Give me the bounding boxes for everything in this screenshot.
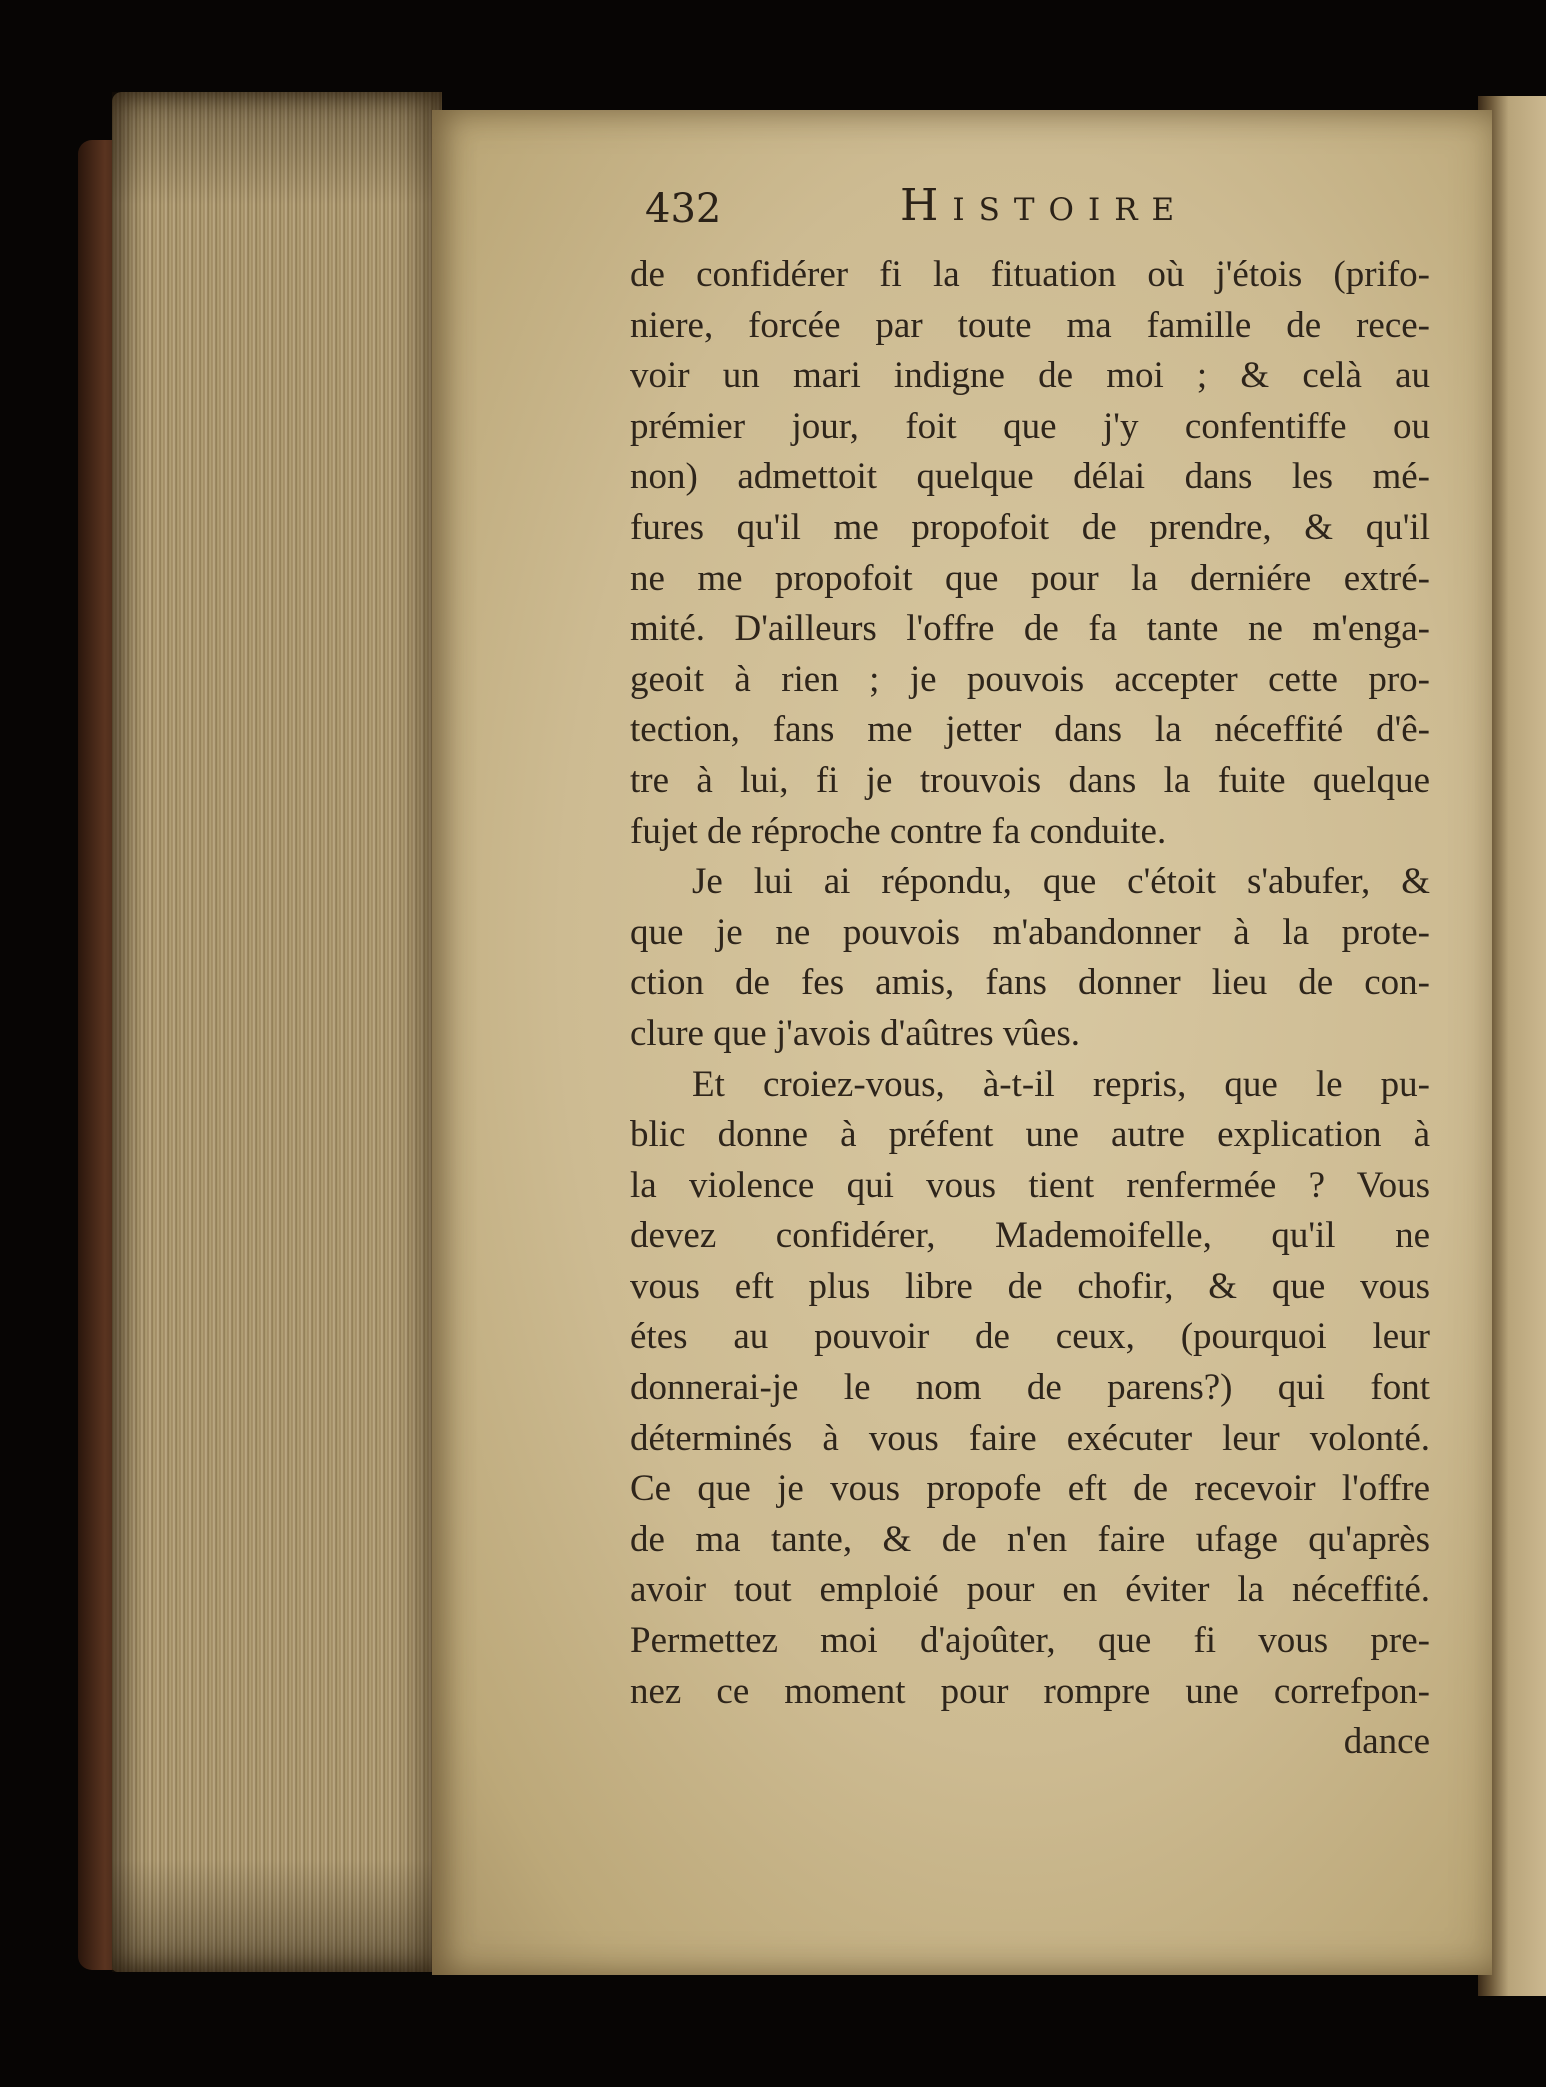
text-line: clure que j'avois d'aûtres vûes. bbox=[630, 1012, 1080, 1054]
text-line: de confidérer fi la fituation où j'étois (prifo- bbox=[630, 254, 1430, 295]
body-text bbox=[630, 250, 1430, 1768]
text-line: déterminés à vous faire exécuter leur volonté. bbox=[630, 1417, 1430, 1459]
text-line: la violence qui vous tient renfermée ? Vous bbox=[630, 1164, 1430, 1206]
text-line: fures qu'il me propofoit de prendre, & qu'il bbox=[630, 506, 1430, 548]
text-line: Ce que je vous propofe eft de recevoir l'offre bbox=[630, 1468, 1430, 1510]
text-line: niere, forcée par toute ma famille de rece- bbox=[630, 304, 1430, 346]
text-line: devez confidérer, Mademoifelle, qu'il ne bbox=[630, 1215, 1430, 1257]
text-line: de ma tante, & de n'en faire ufage qu'après bbox=[630, 1518, 1430, 1560]
page-number: 432 bbox=[645, 186, 722, 232]
text-line: mité. D'ailleurs l'offre de fa tante ne m'enga- bbox=[630, 608, 1430, 650]
text-line: voir un mari indigne de moi ; & celà au bbox=[630, 355, 1430, 397]
text-line: tre à lui, fi je trouvois dans la fuite quelque bbox=[630, 759, 1430, 801]
text-line: étes au pouvoir de ceux, (pourquoi leur bbox=[630, 1316, 1430, 1358]
running-title: Histoire bbox=[900, 180, 1189, 231]
text-line: blic donne à préfent une autre explication à bbox=[630, 1114, 1430, 1156]
text-line: donnerai-je le nom de parens?) qui font bbox=[630, 1367, 1430, 1409]
catchword: dance bbox=[1343, 1721, 1430, 1763]
page-edges bbox=[112, 92, 442, 1972]
text-line: nez ce moment pour rompre une correfpon- bbox=[630, 1670, 1430, 1712]
text-line: avoir tout emploié pour en éviter la néceffité. bbox=[630, 1569, 1430, 1611]
text-line: vous eft plus libre de chofir, & que vous bbox=[630, 1265, 1430, 1307]
text-line: ne me propofoit que pour la derniére extré- bbox=[630, 557, 1430, 599]
text-line: tection, fans me jetter dans la néceffité d'ê- bbox=[630, 709, 1430, 751]
text-line: ction de fes amis, fans donner lieu de con- bbox=[630, 962, 1430, 1004]
text-line: Je lui ai répondu, que c'étoit s'abufer, & bbox=[692, 861, 1430, 903]
text-line: fujet de réproche contre fa conduite. bbox=[630, 810, 1167, 852]
text-line: geoit à rien ; je pouvois accepter cette pro- bbox=[630, 658, 1430, 700]
text-line: prémier jour, foit que j'y confentiffe ou bbox=[630, 405, 1430, 447]
text-line: Et croiez-vous, à-t-il repris, que le pu- bbox=[692, 1063, 1430, 1105]
text-line: que je ne pouvois m'abandonner à la prote- bbox=[630, 911, 1430, 953]
text-line: Permettez moi d'ajoûter, que fi vous pre- bbox=[630, 1620, 1430, 1662]
running-head bbox=[645, 180, 1405, 240]
text-line: non) admettoit quelque délai dans les mé- bbox=[630, 456, 1430, 498]
